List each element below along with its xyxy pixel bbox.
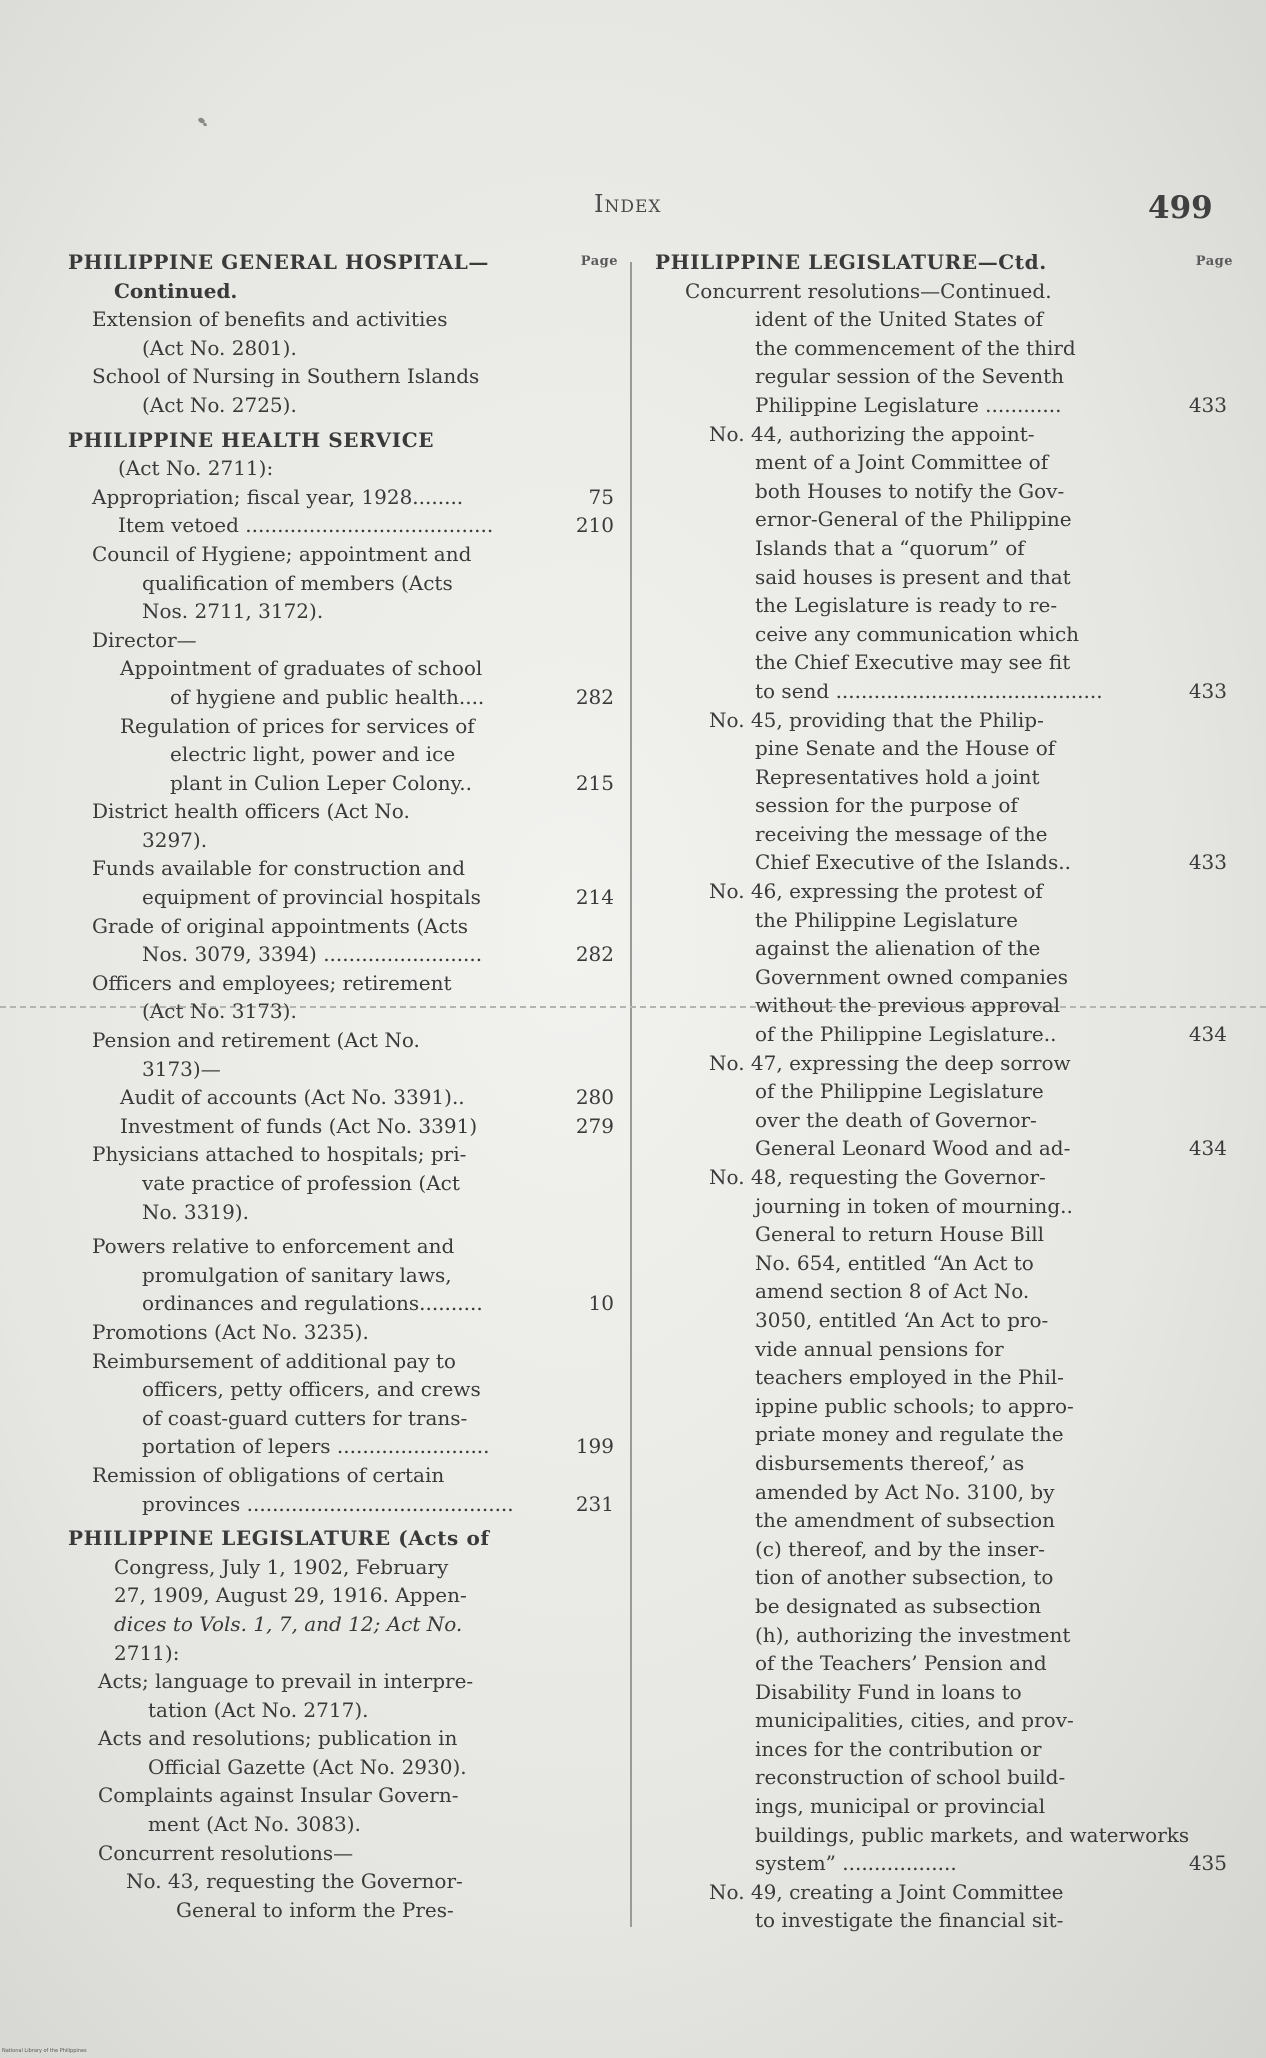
index-entry: Physicians attached to hospitals; pri- vate practice of profession (Act No. 3319). — [92, 1142, 467, 1224]
index-entry: No. 47, expressing the deep sorrow of the Philippine Legislature over the death of Governor- General Leonard Wood and ad- 434 — [709, 1050, 1227, 1161]
index-entry: Extension of benefits and activities (Act No. 2801). — [92, 307, 448, 360]
index-entry: Acts and resolutions; publication in Official Gazette (Act No. 2930). — [98, 1726, 467, 1779]
index-entry: Funds available for construction and equipment of provincial hospitals 214 — [92, 856, 614, 910]
index-entry: No. 48, requesting the Governor- journing in token of mourning.. General to return House Bill No. 654, entitled “An Act to amend section 8 of Act No. 3050, entitled ‘An Act to pro- vide annual pensions for teachers employed in the Phil- ippine public schools; to appro- priate money and regulate the disbursements thereof,’ as amended by Act No. 3100, by the amendment of subsection (c) thereof, and by the inser- tion of another subsection, to be designated as subsection (h), authorizing the investment of the Teachers’ Pension and Disability Fund in loans to municipalities, cities, and prov- inces for the contribution or reconstruction of school build- ings, municipal or provincial buildings, public markets, and waterworks system” .................. 435 — [709, 1165, 1227, 1876]
index-heading: PHILIPPINE HEALTH SERVICE — [68, 427, 435, 452]
index-entry: Pension and retirement (Act No. 3173)— — [92, 1028, 420, 1081]
index-entry: Appointment of graduates of school of hygiene and public health.... 282 — [120, 656, 614, 709]
index-entry: Complaints against Insular Govern- ment (Act No. 3083). — [98, 1783, 459, 1837]
index-entry: Acts; language to prevail in interpre- tation (Act No. 2717). — [98, 1669, 474, 1722]
index-entry: Concurrent resolutions—Continued. — [685, 278, 1052, 303]
index-entry: (Act No. 2711): — [118, 456, 274, 481]
index-entry: Reimbursement of additional pay to officers, petty officers, and crews of coast-guard cutters for trans- portation of lepers ........................ 199 — [92, 1348, 614, 1459]
index-entry: Director— — [92, 627, 197, 652]
index-entry: No. 43, requesting the Governor- General to inform the Pres- — [126, 1869, 463, 1922]
page-number: 499 — [1148, 190, 1213, 226]
column-divider — [630, 262, 632, 1927]
index-entry: Powers relative to enforcement and promulgation of sanitary laws, ordinances and regulations.......... 10 — [92, 1234, 614, 1316]
index-entry: No. 45, providing that the Philip- pine Senate and the House of Representatives hold a joint session for the purpose of receiving the message of the Chief Executive of the Islands.. 433 — [709, 707, 1227, 875]
index-entry: Item vetoed ....................................... 210 — [118, 513, 614, 538]
index-entry: Officers and employees; retirement (Act No. 3173). — [92, 970, 452, 1024]
left-column — [68, 248, 618, 1924]
index-entry: Remission of obligations of certain provinces .......................................... 231 — [92, 1462, 614, 1516]
index-entry: ident of the United States of the commencement of the third regular session of the Seventh Philippine Legislature ............ 433 — [755, 307, 1227, 417]
index-entry: Regulation of prices for services of electric light, power and ice plant in Culion Leper Colony.. 215 — [120, 713, 614, 795]
index-entry: Audit of accounts (Act No. 3391).. 280 — [120, 1085, 614, 1110]
index-entry: No. 49, creating a Joint Committee to investigate the financial sit- — [709, 1879, 1064, 1933]
index-heading: PHILIPPINE LEGISLATURE—Ctd. Page — [655, 250, 1233, 274]
index-entry: Appropriation; fiscal year, 1928........ 75 — [92, 484, 614, 509]
index-entry: District health officers (Act No. 3297). — [92, 799, 410, 852]
index-entry: No. 44, authorizing the appoint- ment of a Joint Committee of both Houses to notify the Gov- ernor-General of the Philippine Islands that a “quorum” of said houses is present and that the Legislature is ready to re- ceive any communication which the Chief Executive may see fit to send .......................................... 433 — [709, 421, 1227, 703]
index-entry: School of Nursing in Southern Islands (Act No. 2725). — [92, 364, 480, 417]
running-header: Index — [594, 190, 662, 218]
index-entry: Concurrent resolutions— — [98, 1840, 354, 1865]
index-entry: Promotions (Act No. 3235). — [92, 1319, 369, 1344]
right-column — [655, 248, 1233, 1935]
index-continued: Continued. — [114, 278, 238, 303]
scan-credit: National Library of the Philippines — [2, 2048, 87, 2054]
index-entry: Grade of original appointments (Acts Nos. 3079, 3394) ......................... 282 — [92, 913, 614, 967]
index-entry: No. 46, expressing the protest of the Philippine Legislature against the alienation of the Government owned companies without the previous approval of the Philippine Legislature.. 434 — [709, 879, 1227, 1047]
index-heading: PHILIPPINE LEGISLATURE (Acts of Congress, July 1, 1902, February 27, 1909, August 29, 1916. Appen- dices to Vols. 1, 7, and 12; Act No. 2711): — [68, 1526, 490, 1665]
index-entry: Investment of funds (Act No. 3391) 279 — [120, 1113, 614, 1138]
index-entry: Council of Hygiene; appointment and qualification of members (Acts Nos. 2711, 3172). — [92, 541, 472, 624]
index-heading: PHILIPPINE GENERAL HOSPITAL— Page — [68, 250, 618, 274]
